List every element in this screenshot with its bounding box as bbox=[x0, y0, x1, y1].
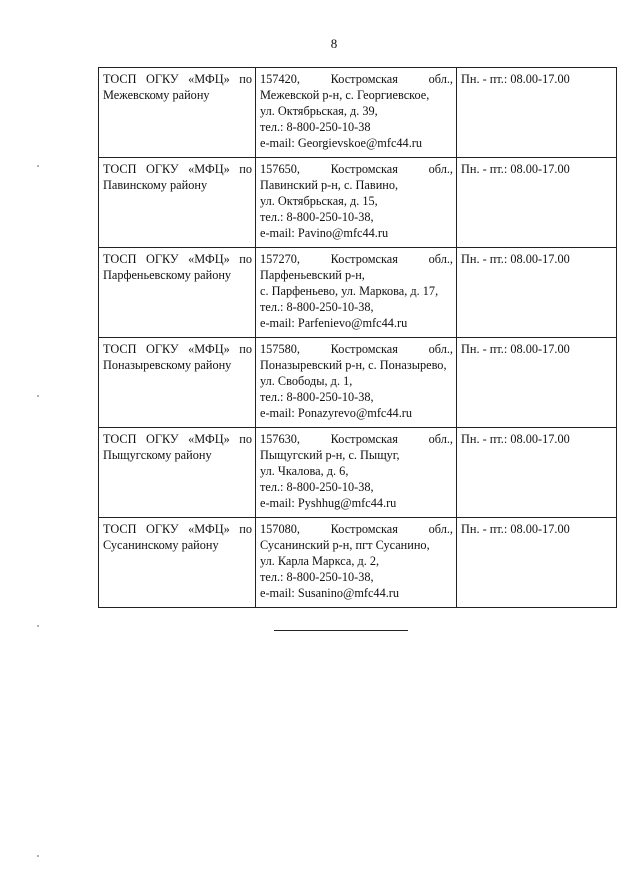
table-body bbox=[99, 68, 617, 608]
region-name: Костромская bbox=[330, 72, 398, 86]
office-name-word: ОГКУ bbox=[145, 522, 179, 536]
table-row bbox=[99, 518, 617, 608]
office-name-word: по bbox=[239, 162, 252, 176]
office-name-word: «МФЦ» bbox=[188, 252, 230, 266]
office-district: Поназыревскому району bbox=[103, 358, 232, 372]
office-name-word: «МФЦ» bbox=[188, 522, 230, 536]
region-suffix: обл., bbox=[428, 162, 453, 176]
office-hours-cell bbox=[457, 158, 617, 248]
office-name-first-line bbox=[103, 161, 252, 177]
region-suffix: обл., bbox=[428, 342, 453, 356]
address-first-line bbox=[260, 251, 453, 267]
email-line: e-mail: Pavino@mfc44.ru bbox=[260, 226, 389, 240]
page-number: 8 bbox=[330, 36, 338, 51]
working-hours: Пн. - пт.: 08.00-17.00 bbox=[461, 432, 570, 446]
postal-code: 157630, bbox=[260, 432, 300, 446]
working-hours: Пн. - пт.: 08.00-17.00 bbox=[461, 72, 570, 86]
phone-line: тел.: 8-800-250-10-38, bbox=[260, 210, 374, 224]
office-name-first-line bbox=[103, 71, 252, 87]
phone-line: тел.: 8-800-250-10-38 bbox=[260, 120, 371, 134]
office-name-word: «МФЦ» bbox=[188, 72, 230, 86]
phone-line: тел.: 8-800-250-10-38, bbox=[260, 570, 374, 584]
email-line: e-mail: Parfenievo@mfc44.ru bbox=[260, 316, 408, 330]
table-row bbox=[99, 158, 617, 248]
postal-code: 157420, bbox=[260, 72, 300, 86]
postal-code: 157650, bbox=[260, 162, 300, 176]
office-name-word: ТОСП bbox=[103, 72, 137, 86]
office-hours-cell bbox=[457, 428, 617, 518]
email-line: e-mail: Georgievskoe@mfc44.ru bbox=[260, 136, 423, 150]
address-line: Межевской р-н, с. Георгиевское, bbox=[260, 88, 430, 102]
office-name-word: «МФЦ» bbox=[188, 342, 230, 356]
office-hours-cell bbox=[457, 68, 617, 158]
email-line: e-mail: Pyshhug@mfc44.ru bbox=[260, 496, 397, 510]
office-name-cell bbox=[99, 158, 256, 248]
office-district: Пыщугскому району bbox=[103, 448, 212, 462]
office-name-cell bbox=[99, 428, 256, 518]
office-address-cell bbox=[256, 68, 457, 158]
scan-margin-mark bbox=[37, 625, 39, 627]
office-name-word: ТОСП bbox=[103, 342, 137, 356]
address-line: Парфеньевский р-н, bbox=[260, 268, 365, 282]
table-row bbox=[99, 68, 617, 158]
table-row bbox=[99, 338, 617, 428]
scan-margin-mark bbox=[37, 165, 39, 167]
working-hours: Пн. - пт.: 08.00-17.00 bbox=[461, 342, 570, 356]
table-row bbox=[99, 248, 617, 338]
region-suffix: обл., bbox=[428, 252, 453, 266]
office-name-word: по bbox=[239, 342, 252, 356]
postal-code: 157270, bbox=[260, 252, 300, 266]
email-line: e-mail: Susanino@mfc44.ru bbox=[260, 586, 400, 600]
office-name-word: по bbox=[239, 72, 252, 86]
postal-code: 157580, bbox=[260, 342, 300, 356]
address-first-line bbox=[260, 431, 453, 447]
region-suffix: обл., bbox=[428, 72, 453, 86]
region-name: Костромская bbox=[330, 432, 398, 446]
table-row bbox=[99, 428, 617, 518]
address-first-line bbox=[260, 161, 453, 177]
region-suffix: обл., bbox=[428, 522, 453, 536]
office-district: Сусанинскому району bbox=[103, 538, 219, 552]
office-name-first-line bbox=[103, 521, 252, 537]
working-hours: Пн. - пт.: 08.00-17.00 bbox=[461, 522, 570, 536]
end-of-document-rule bbox=[274, 630, 408, 631]
address-line: ул. Октябрьская, д. 15, bbox=[260, 194, 378, 208]
office-name-word: «МФЦ» bbox=[188, 162, 230, 176]
office-address-cell bbox=[256, 518, 457, 608]
address-line: ул. Чкалова, д. 6, bbox=[260, 464, 349, 478]
phone-line: тел.: 8-800-250-10-38, bbox=[260, 300, 374, 314]
region-name: Костромская bbox=[330, 342, 398, 356]
scan-margin-mark bbox=[37, 395, 39, 397]
office-name-cell bbox=[99, 248, 256, 338]
address-line: ул. Свободы, д. 1, bbox=[260, 374, 353, 388]
office-name-word: ТОСП bbox=[103, 252, 137, 266]
address-first-line bbox=[260, 521, 453, 537]
office-name-word: по bbox=[239, 522, 252, 536]
phone-line: тел.: 8-800-250-10-38, bbox=[260, 480, 374, 494]
office-name-cell bbox=[99, 518, 256, 608]
office-name-word: ТОСП bbox=[103, 162, 137, 176]
address-first-line bbox=[260, 341, 453, 357]
office-name-word: по bbox=[239, 252, 252, 266]
office-district: Межевскому району bbox=[103, 88, 210, 102]
region-suffix: обл., bbox=[428, 432, 453, 446]
office-name-first-line bbox=[103, 431, 252, 447]
office-hours-cell bbox=[457, 518, 617, 608]
office-name-word: ТОСП bbox=[103, 522, 137, 536]
office-name-word: по bbox=[239, 432, 252, 446]
office-address-cell bbox=[256, 338, 457, 428]
office-district: Парфеньевскому району bbox=[103, 268, 232, 282]
region-name: Костромская bbox=[330, 162, 398, 176]
address-line: ул. Октябрьская, д. 39, bbox=[260, 104, 378, 118]
office-name-word: ОГКУ bbox=[145, 162, 179, 176]
working-hours: Пн. - пт.: 08.00-17.00 bbox=[461, 162, 570, 176]
office-name-word: ОГКУ bbox=[145, 342, 179, 356]
office-hours-cell bbox=[457, 248, 617, 338]
office-district: Павинскому району bbox=[103, 178, 208, 192]
office-hours-cell bbox=[457, 338, 617, 428]
address-line: с. Парфеньево, ул. Маркова, д. 17, bbox=[260, 284, 439, 298]
region-name: Костромская bbox=[330, 252, 398, 266]
office-name-cell bbox=[99, 68, 256, 158]
address-line: Павинский р-н, с. Павино, bbox=[260, 178, 399, 192]
address-line: Пыщугский р-н, с. Пыщуг, bbox=[260, 448, 400, 462]
office-name-first-line bbox=[103, 251, 252, 267]
office-name-word: ОГКУ bbox=[145, 432, 179, 446]
address-first-line bbox=[260, 71, 453, 87]
address-line: Сусанинский р-н, пгт Сусанино, bbox=[260, 538, 430, 552]
office-name-cell bbox=[99, 338, 256, 428]
region-name: Костромская bbox=[330, 522, 398, 536]
office-name-word: «МФЦ» bbox=[188, 432, 230, 446]
office-name-word: ОГКУ bbox=[145, 252, 179, 266]
office-address-cell bbox=[256, 428, 457, 518]
office-address-cell bbox=[256, 158, 457, 248]
address-line: Поназыревский р-н, с. Поназырево, bbox=[260, 358, 447, 372]
phone-line: тел.: 8-800-250-10-38, bbox=[260, 390, 374, 404]
office-name-word: ТОСП bbox=[103, 432, 137, 446]
office-name-first-line bbox=[103, 341, 252, 357]
postal-code: 157080, bbox=[260, 522, 300, 536]
address-line: ул. Карла Маркса, д. 2, bbox=[260, 554, 380, 568]
office-name-word: ОГКУ bbox=[145, 72, 179, 86]
email-line: e-mail: Ponazyrevo@mfc44.ru bbox=[260, 406, 413, 420]
office-address-cell bbox=[256, 248, 457, 338]
working-hours: Пн. - пт.: 08.00-17.00 bbox=[461, 252, 570, 266]
scan-margin-mark bbox=[37, 855, 39, 857]
mfc-offices-table bbox=[98, 67, 617, 608]
